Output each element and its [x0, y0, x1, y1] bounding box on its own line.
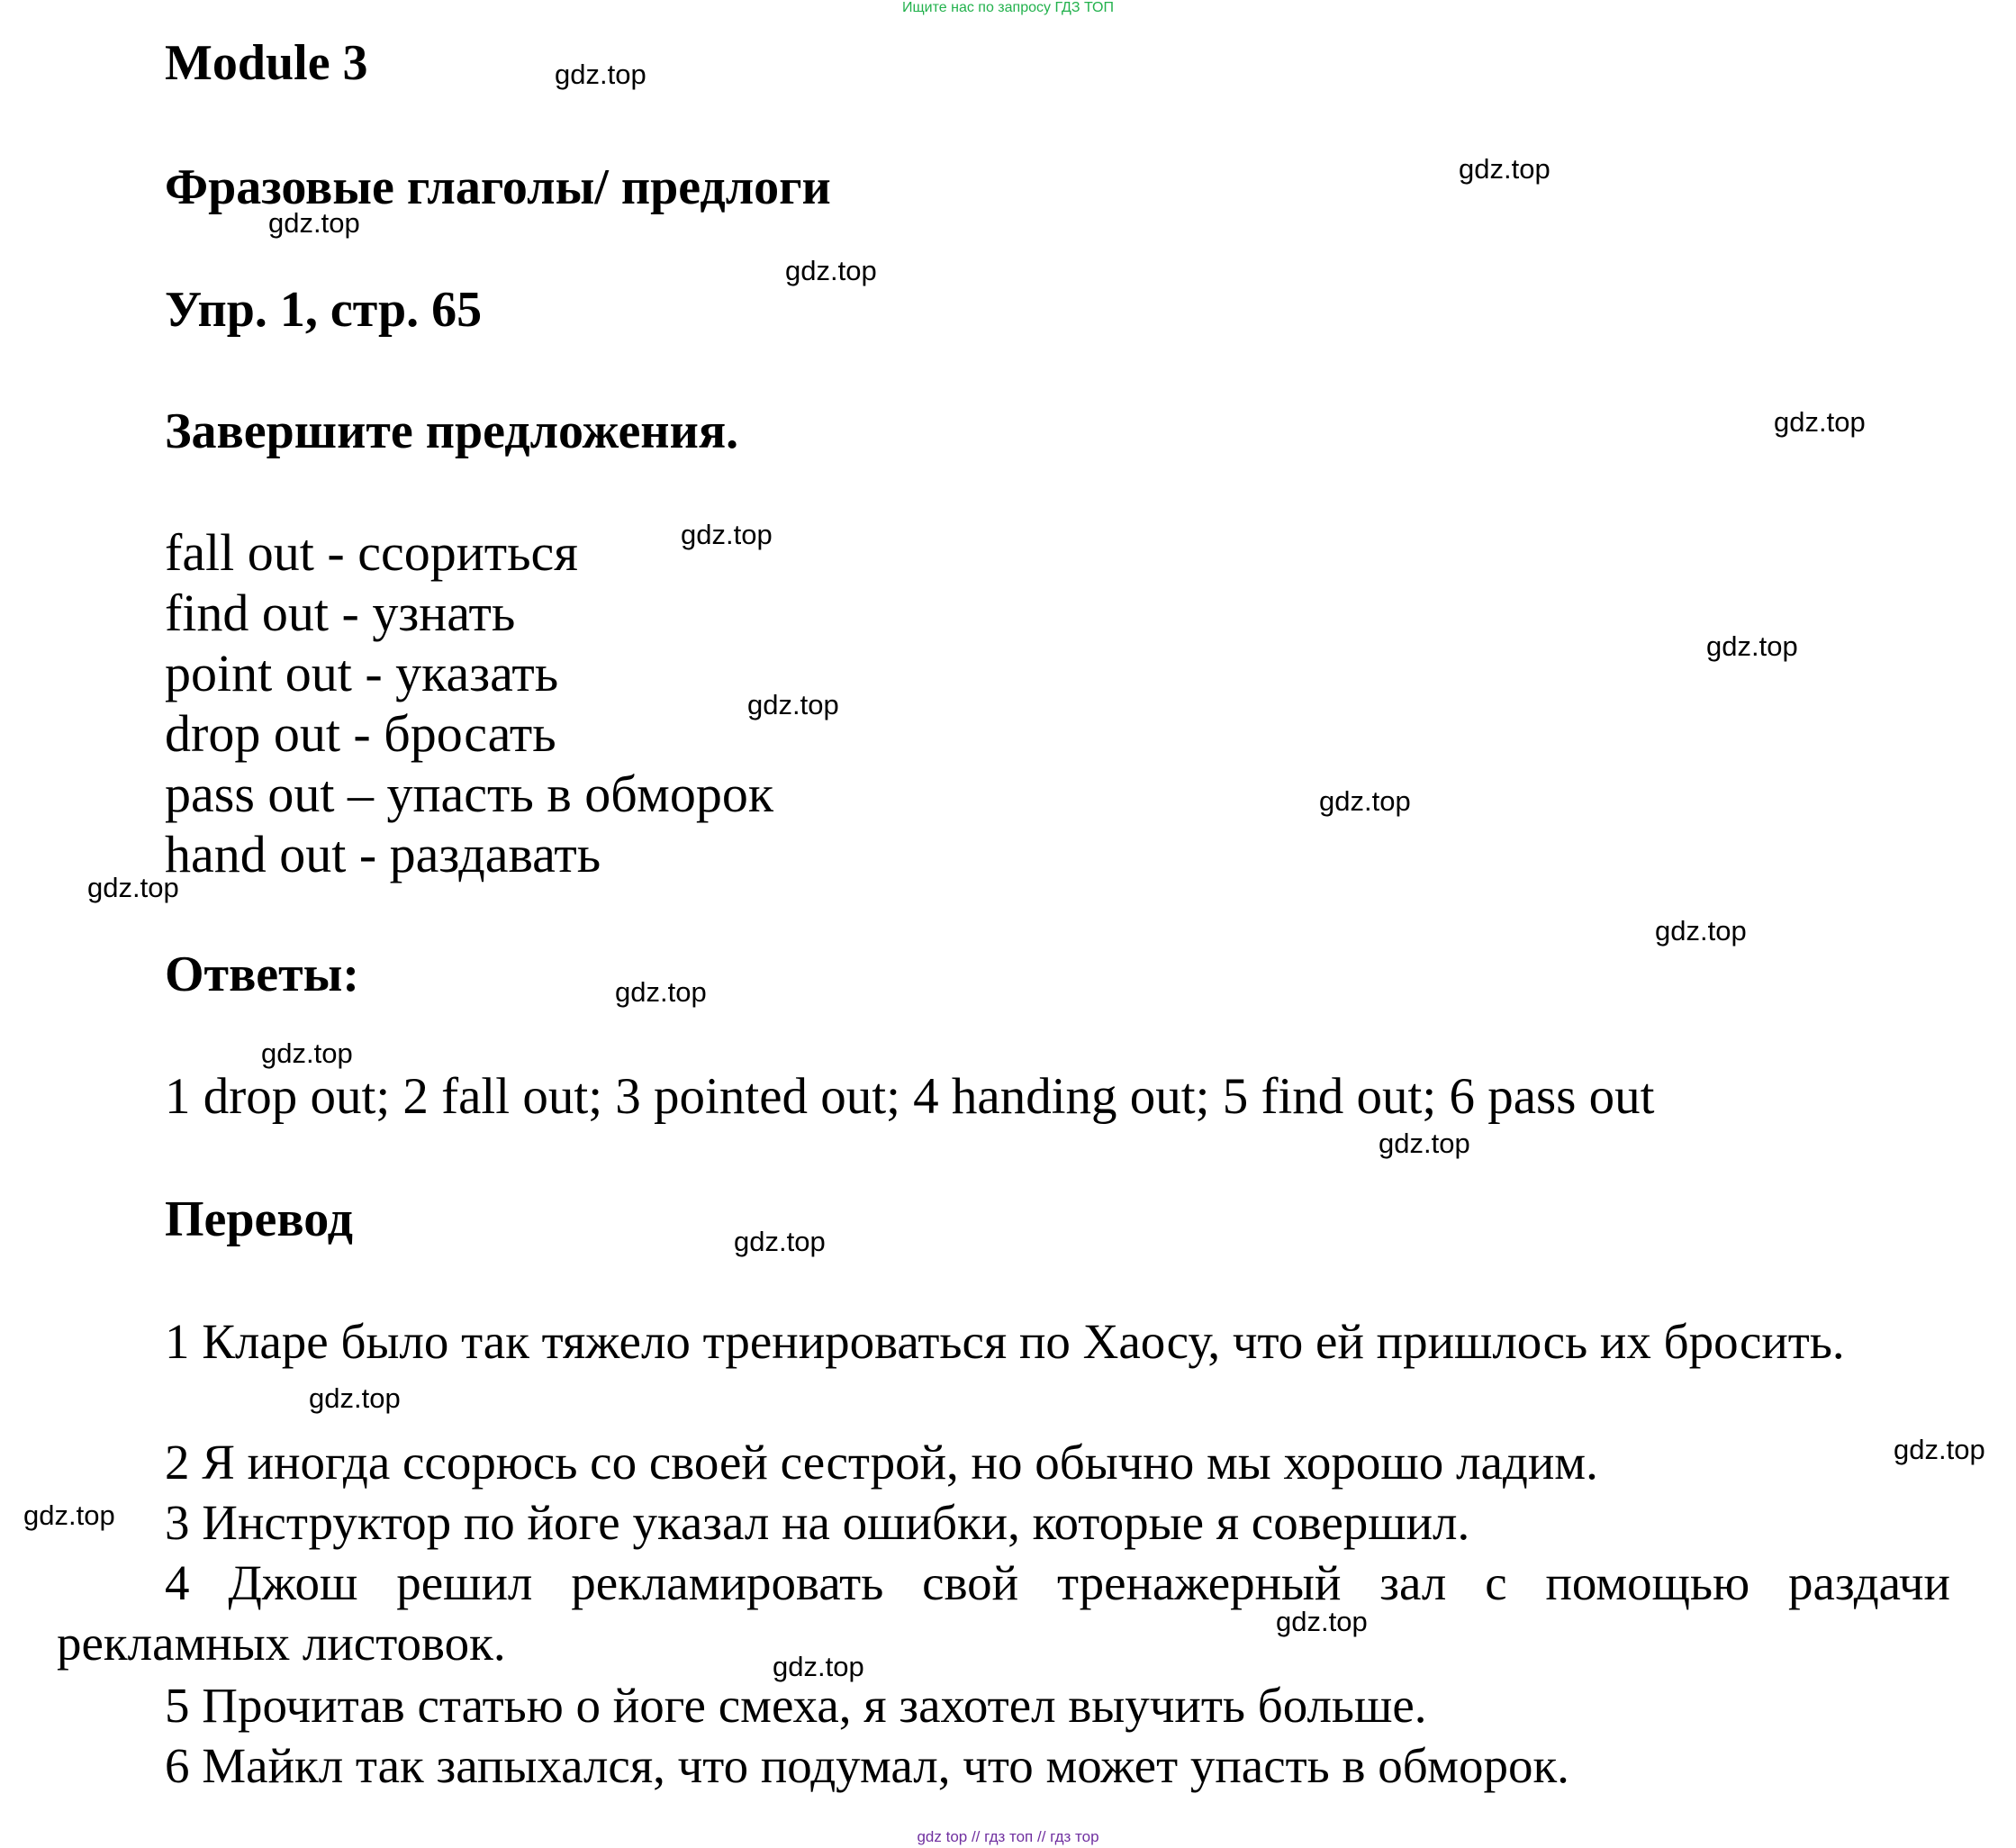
- watermark: gdz.top: [1379, 1128, 1470, 1159]
- watermark: gdz.top: [1894, 1434, 1985, 1465]
- watermark: gdz.top: [615, 976, 707, 1008]
- translation-item-4: 4 Джош решил рекламировать свой тренажерный зал с помощью раздачи рекламных листовок.: [57, 1555, 1950, 1671]
- translation-item-3: 3 Инструктор по йоге указал на ошибки, которые я совершил.: [165, 1495, 1470, 1550]
- section-title: Фразовые глаголы/ предлоги: [165, 159, 831, 215]
- watermark: gdz.top: [1706, 630, 1798, 662]
- vocab-item: fall out - ссориться: [165, 523, 578, 582]
- watermark: gdz.top: [734, 1226, 826, 1257]
- vocab-item: drop out - бросать: [165, 704, 556, 763]
- watermark: gdz.top: [261, 1037, 353, 1069]
- module-title: Module 3: [165, 35, 368, 91]
- vocab-item: hand out - раздавать: [165, 825, 601, 883]
- top-banner: Ищите нас по запросу ГДЗ ТОП: [902, 0, 1114, 15]
- translation-item-5: 5 Прочитав статью о йоге смеха, я захотел выучить больше.: [165, 1678, 1427, 1733]
- watermark: gdz.top: [773, 1651, 864, 1682]
- answers-title: Ответы:: [165, 947, 360, 1002]
- vocab-item: find out - узнать: [165, 584, 516, 642]
- watermark: gdz.top: [268, 207, 360, 239]
- translation-item-1: 1 Кларе было так тяжело тренироваться по Хаосу, что ей пришлось их бросить.: [165, 1314, 1845, 1369]
- vocab-item: point out - указать: [165, 644, 559, 702]
- watermark: gdz.top: [785, 255, 877, 286]
- bottom-banner: gdz top // гдз топ // гдз тор: [917, 1828, 1099, 1845]
- watermark: gdz.top: [747, 689, 839, 720]
- translation-item-6: 6 Майкл так запыхался, что подумал, что может упасть в обморок.: [165, 1738, 1569, 1793]
- watermark: gdz.top: [1319, 785, 1411, 817]
- watermark: gdz.top: [87, 872, 179, 903]
- watermark: gdz.top: [1276, 1606, 1368, 1637]
- exercise-title: Упр. 1, стр. 65: [165, 282, 483, 338]
- answers-text: 1 drop out; 2 fall out; 3 pointed out; 4 handing out; 5 find out; 6 pass out: [165, 1068, 1655, 1125]
- watermark: gdz.top: [1774, 406, 1866, 438]
- watermark: gdz.top: [309, 1382, 401, 1414]
- translation-title: Перевод: [165, 1191, 353, 1247]
- watermark: gdz.top: [1655, 915, 1747, 947]
- watermark: gdz.top: [681, 519, 773, 550]
- watermark: gdz.top: [23, 1499, 115, 1531]
- watermark: gdz.top: [555, 59, 646, 90]
- task-title: Завершите предложения.: [165, 403, 739, 459]
- vocab-item: pass out – упасть в обморок: [165, 765, 774, 823]
- watermark: gdz.top: [1459, 153, 1550, 185]
- translation-item-2: 2 Я иногда ссорюсь со своей сестрой, но обычно мы хорошо ладим.: [165, 1435, 1598, 1490]
